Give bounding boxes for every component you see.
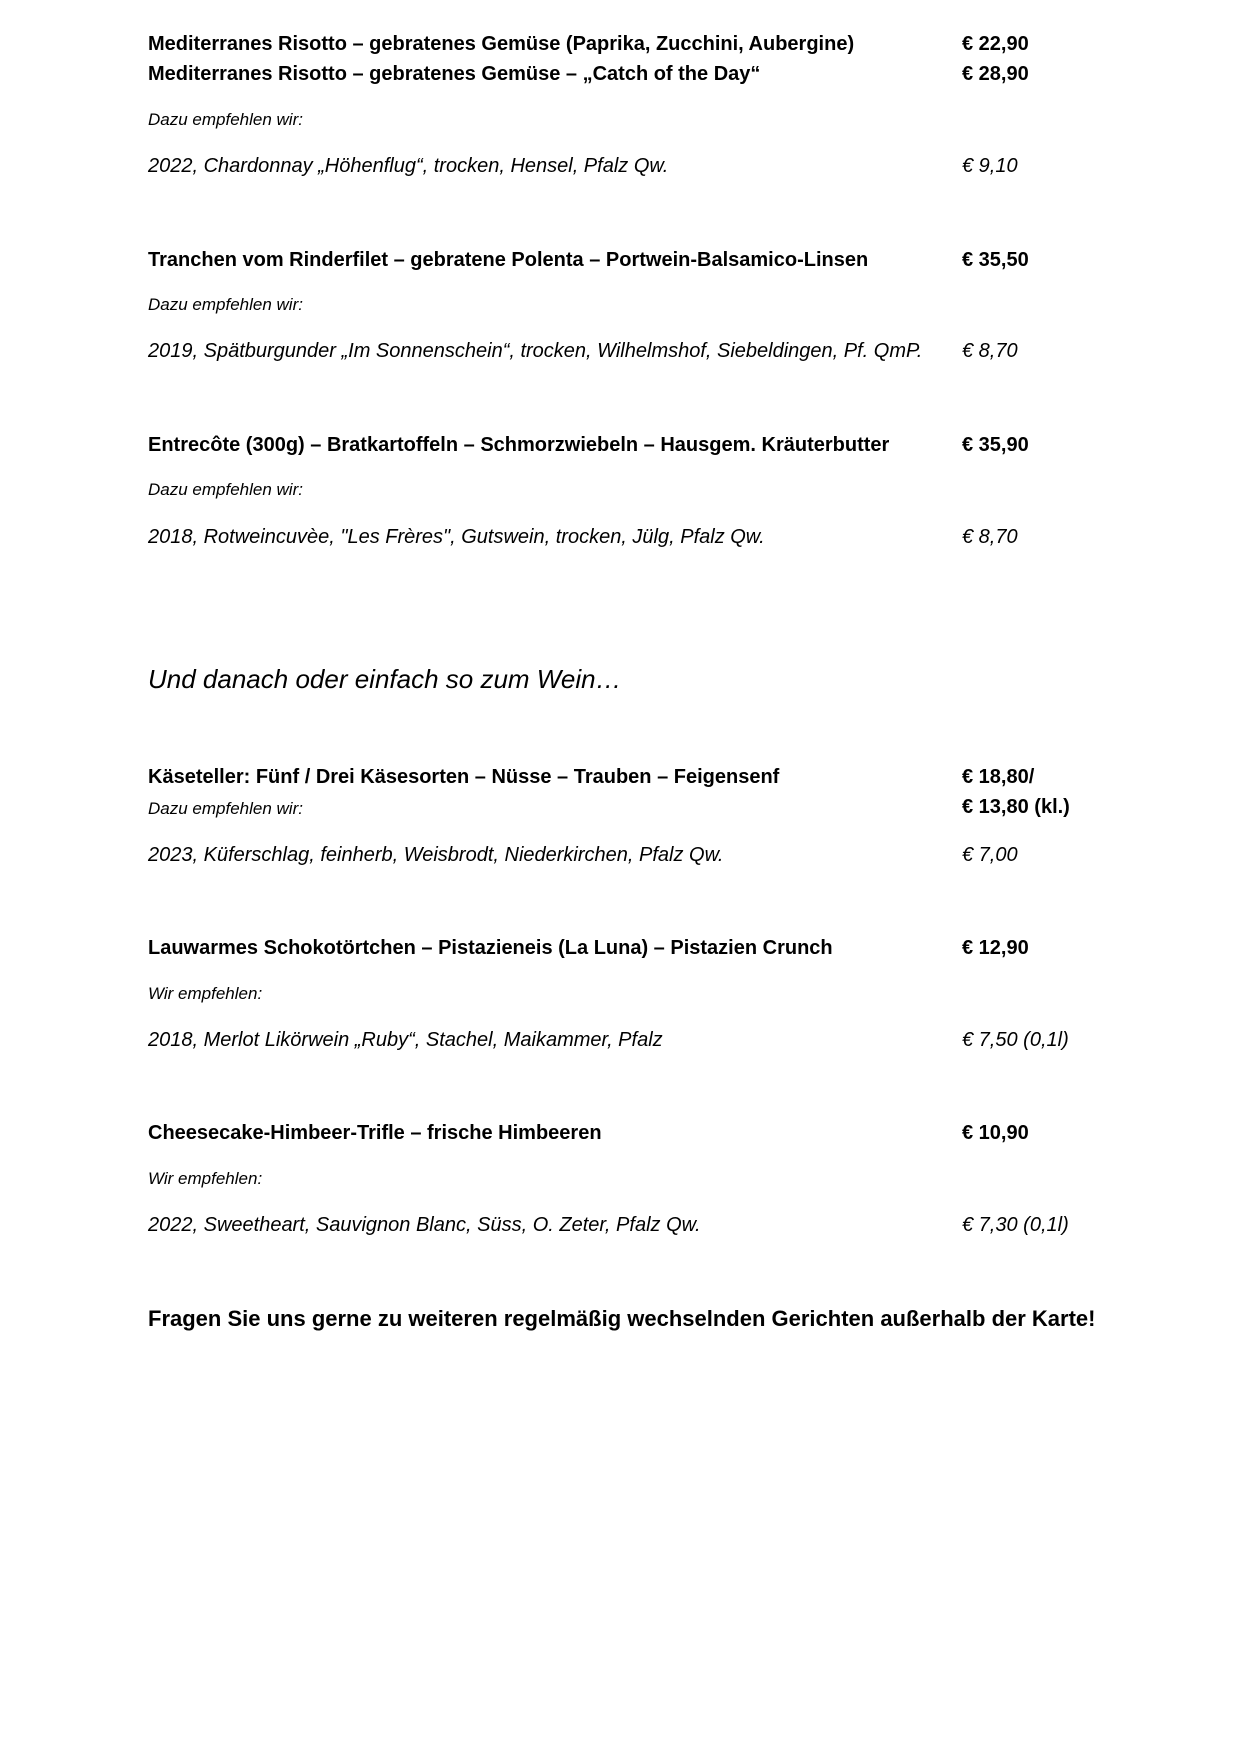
- dessert-name: Cheesecake-Himbeer-Trifle – frische Himbeeren: [148, 1122, 602, 1144]
- wine-price: € 7,30 (0,1l): [962, 1214, 1069, 1236]
- recommend-label: Wir empfehlen:: [148, 984, 263, 1003]
- recommend-label: Dazu empfehlen wir:: [148, 295, 303, 314]
- recommend-label: Dazu empfehlen wir:: [148, 480, 303, 499]
- dessert-price: € 18,80/: [962, 766, 1035, 788]
- dish-price: € 22,90: [962, 33, 1029, 55]
- dessert-price: € 12,90: [962, 937, 1029, 959]
- dish-name: Entrecôte (300g) – Bratkartoffeln – Schmorzwiebeln – Hausgem. Kräuterbutter: [148, 434, 890, 456]
- recommend-label: Wir empfehlen:: [148, 1169, 263, 1188]
- dish-price: € 35,50: [962, 249, 1029, 271]
- wine-recommendation: 2022, Sweetheart, Sauvignon Blanc, Süss, O. Zeter, Pfalz Qw.: [148, 1214, 701, 1236]
- section-title: Und danach oder einfach so zum Wein…: [148, 664, 622, 694]
- dish-name: Tranchen vom Rinderfilet – gebratene Polenta – Portwein-Balsamico-Linsen: [148, 249, 869, 271]
- wine-recommendation: 2018, Rotweincuvèe, "Les Frères", Gutswein, trocken, Jülg, Pfalz Qw.: [148, 526, 765, 548]
- wine-price: € 9,10: [962, 155, 1018, 177]
- recommend-label: Dazu empfehlen wir:: [148, 799, 303, 818]
- dessert-price-small: € 13,80 (kl.): [962, 796, 1070, 818]
- dish-price: € 28,90: [962, 63, 1029, 85]
- dessert-name: Käseteller: Fünf / Drei Käsesorten – Nüsse – Trauben – Feigensenf: [148, 766, 780, 788]
- dish-name: Mediterranes Risotto – gebratenes Gemüse (Paprika, Zucchini, Aubergine): [148, 33, 855, 55]
- wine-recommendation: 2023, Küferschlag, feinherb, Weisbrodt, Niederkirchen, Pfalz Qw.: [148, 844, 724, 866]
- recommend-label: Dazu empfehlen wir:: [148, 110, 303, 129]
- footer-note: Fragen Sie uns gerne zu weiteren regelmäßig wechselnden Gerichten außerhalb der Karte!: [148, 1306, 1096, 1331]
- wine-recommendation: 2018, Merlot Likörwein „Ruby“, Stachel, Maikammer, Pfalz: [148, 1029, 663, 1051]
- wine-price: € 7,50 (0,1l): [962, 1029, 1069, 1051]
- dessert-name: Lauwarmes Schokotörtchen – Pistazieneis (La Luna) – Pistazien Crunch: [148, 937, 833, 959]
- wine-price: € 7,00: [962, 844, 1018, 866]
- wine-recommendation: 2019, Spätburgunder „Im Sonnenschein“, trocken, Wilhelmshof, Siebeldingen, Pf. QmP.: [148, 340, 923, 362]
- wine-price: € 8,70: [962, 526, 1018, 548]
- dessert-price: € 10,90: [962, 1122, 1029, 1144]
- wine-recommendation: 2022, Chardonnay „Höhenflug“, trocken, Hensel, Pfalz Qw.: [148, 155, 669, 177]
- wine-price: € 8,70: [962, 340, 1018, 362]
- dish-name: Mediterranes Risotto – gebratenes Gemüse – „Catch of the Day“: [148, 63, 761, 85]
- dish-price: € 35,90: [962, 434, 1029, 456]
